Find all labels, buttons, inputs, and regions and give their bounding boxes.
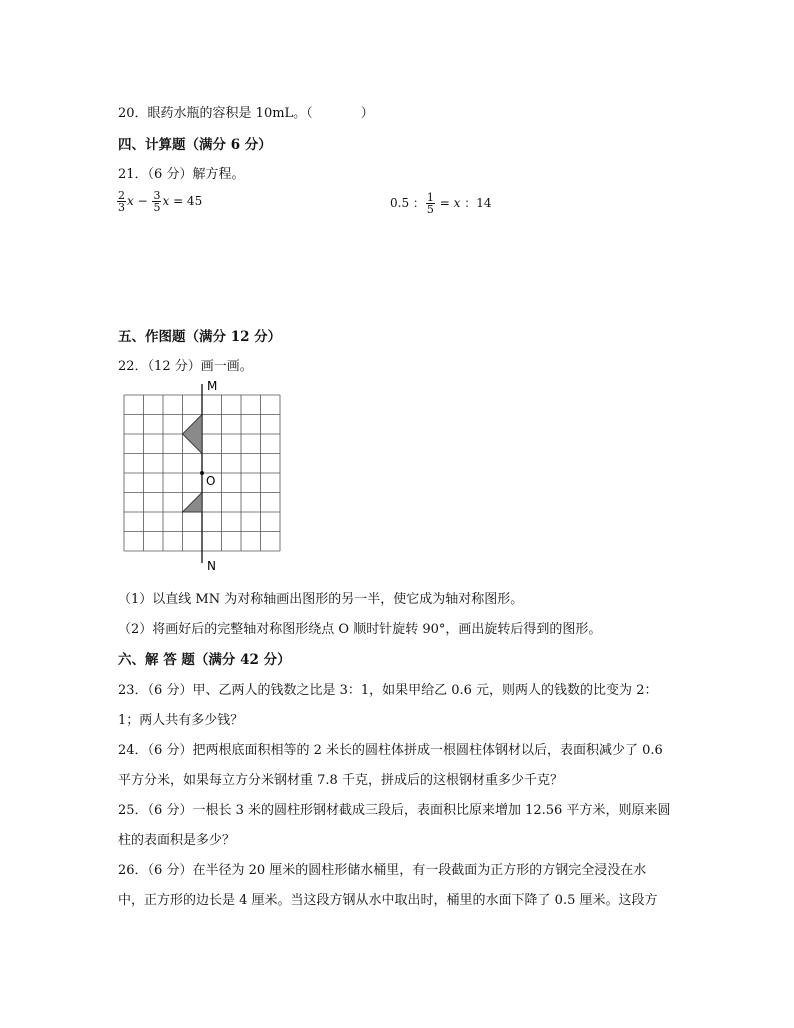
- question-23-line1: 23．（6 分）甲、乙两人的钱数之比是 3：1，如果甲给乙 0.6 元，则两人的钱数的比变为 2：: [118, 683, 658, 698]
- variable-x: x: [453, 196, 461, 210]
- variable-x: x: [127, 194, 134, 208]
- section-4-title: 四、计算题（满分 6 分）: [118, 137, 272, 153]
- question-24-line1: 24．（6 分）把两根底面积相等的 2 米长的圆柱体拼成一根圆柱体钢材以后，表面积减少了 0.6: [118, 743, 663, 758]
- lower-half-triangle: [183, 493, 203, 513]
- question-21-stem: 21．（6 分）解方程。: [118, 167, 245, 182]
- equation-2-right: ：14: [460, 196, 492, 210]
- fraction-1-5: $\frac{1}{5}$: [426, 191, 434, 216]
- fraction-2-3: $\frac{2}{3}$: [118, 189, 125, 214]
- question-25-line2: 柱的表面积是多少？: [118, 833, 236, 848]
- upper-half-triangle: [183, 415, 203, 454]
- equation-1: [116, 190, 202, 213]
- label-o: O: [206, 474, 216, 488]
- variable-x: x: [162, 194, 170, 208]
- label-m: M: [207, 380, 218, 393]
- point-o: [200, 471, 204, 475]
- question-20: [118, 102, 374, 121]
- question-23-line2: 1；两人共有多少钱？: [118, 713, 244, 728]
- equation-2: [390, 192, 491, 215]
- question-22-sub1: （1）以直线 MN 为对称轴画出图形的另一半，使它成为轴对称图形。: [118, 592, 524, 607]
- minus-sign: −: [133, 194, 152, 208]
- fraction-3-5: $\frac{3}{5}$: [153, 189, 161, 214]
- drawing-grid[interactable]: [118, 380, 288, 575]
- section-6-title: 六、解 答 题（满分 42 分）: [118, 652, 291, 668]
- label-n: N: [207, 559, 216, 573]
- equals-sign: =: [435, 196, 454, 210]
- question-26-line2: 中，正方形的边长是 4 厘米。当这段方钢从水中取出时，桶里的水面下降了 0.5 厘米。这段方: [118, 893, 658, 908]
- question-24-line2: 平方分米，如果每立方分米钢材重 7.8 千克，拼成后的这根钢材重多少千克？: [118, 773, 563, 788]
- question-20-close: ）: [360, 106, 374, 121]
- equation-2-left: 0.5 ：: [390, 196, 425, 210]
- section-5-title: 五、作图题（满分 12 分）: [118, 329, 282, 345]
- question-26-line1: 26．（6 分）在半径为 20 厘米的圆柱形储水桶里，有一段截面为正方形的方钢完全浸没在水: [118, 863, 647, 878]
- question-20-text: 20．眼药水瓶的容积是 10mL。（: [118, 106, 313, 121]
- question-22-sub2: （2）将画好后的完整轴对称图形绕点 O 顺时针旋转 90°，画出旋转后得到的图形。: [118, 622, 602, 637]
- question-22-stem: 22．（12 分）画一画。: [118, 359, 253, 374]
- question-25-line1: 25．（6 分）一根长 3 米的圆柱形钢材截成三段后，表面积比原来增加 12.56 平方米，则原来圆: [118, 803, 671, 818]
- equation-1-rhs: = 45: [169, 194, 203, 208]
